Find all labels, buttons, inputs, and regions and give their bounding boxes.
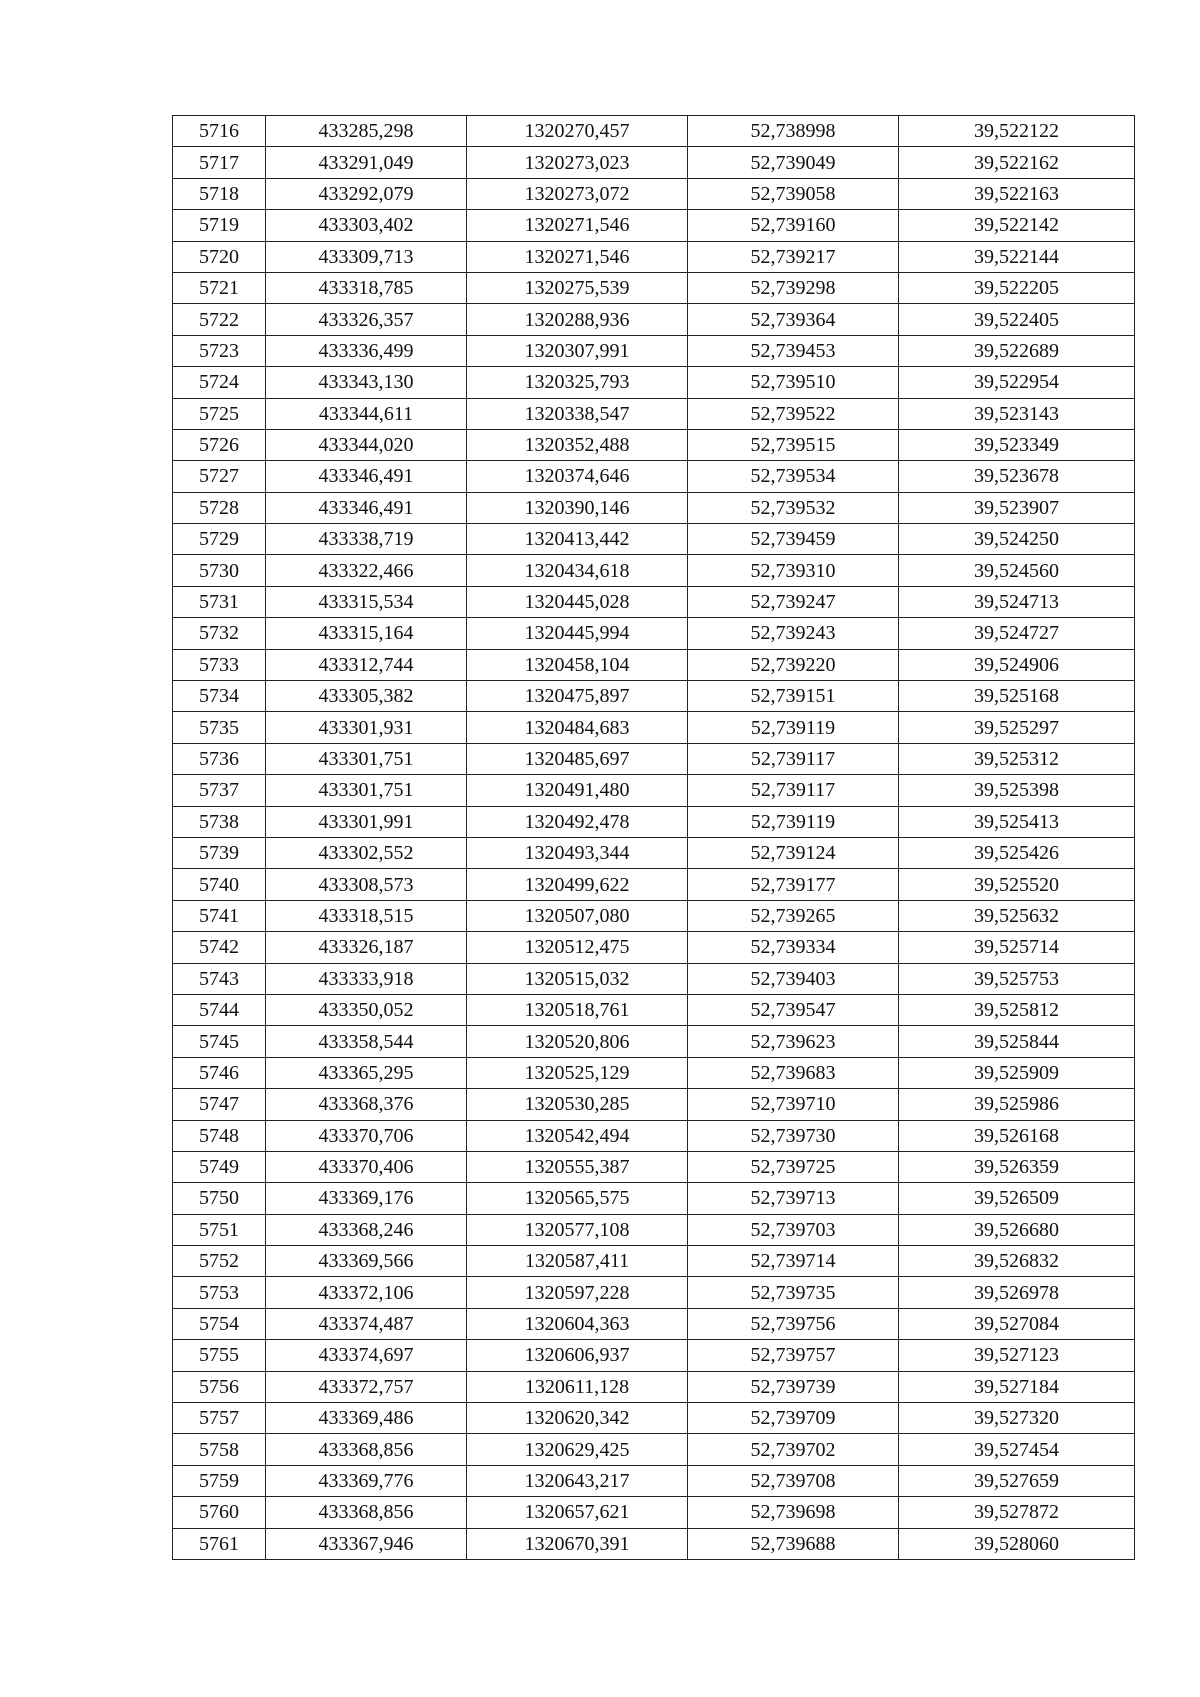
longitude-cell: 39,525753	[899, 963, 1135, 994]
point-number-cell: 5736	[173, 743, 266, 774]
y-coordinate-cell: 1320518,761	[467, 994, 688, 1025]
table-row	[173, 869, 1135, 900]
latitude-cell: 52,739119	[688, 806, 899, 837]
table-row	[173, 555, 1135, 586]
latitude-cell: 52,739714	[688, 1246, 899, 1277]
table-row	[173, 775, 1135, 806]
latitude-cell: 52,739403	[688, 963, 899, 994]
x-coordinate-cell: 433291,049	[266, 147, 467, 178]
longitude-cell: 39,523678	[899, 461, 1135, 492]
x-coordinate-cell: 433368,856	[266, 1497, 467, 1528]
y-coordinate-cell: 1320657,621	[467, 1497, 688, 1528]
x-coordinate-cell: 433285,298	[266, 116, 467, 147]
y-coordinate-cell: 1320445,994	[467, 618, 688, 649]
x-coordinate-cell: 433312,744	[266, 649, 467, 680]
longitude-cell: 39,525844	[899, 1026, 1135, 1057]
table-row	[173, 743, 1135, 774]
x-coordinate-cell: 433318,515	[266, 900, 467, 931]
longitude-cell: 39,527184	[899, 1371, 1135, 1402]
table-row	[173, 712, 1135, 743]
point-number-cell: 5750	[173, 1183, 266, 1214]
longitude-cell: 39,524906	[899, 649, 1135, 680]
table-row	[173, 806, 1135, 837]
longitude-cell: 39,522142	[899, 210, 1135, 241]
point-number-cell: 5726	[173, 429, 266, 460]
latitude-cell: 52,739119	[688, 712, 899, 743]
y-coordinate-cell: 1320275,539	[467, 272, 688, 303]
x-coordinate-cell: 433350,052	[266, 994, 467, 1025]
y-coordinate-cell: 1320390,146	[467, 492, 688, 523]
point-number-cell: 5735	[173, 712, 266, 743]
x-coordinate-cell: 433292,079	[266, 178, 467, 209]
y-coordinate-cell: 1320374,646	[467, 461, 688, 492]
latitude-cell: 52,739703	[688, 1214, 899, 1245]
longitude-cell: 39,525986	[899, 1089, 1135, 1120]
point-number-cell: 5742	[173, 932, 266, 963]
x-coordinate-cell: 433338,719	[266, 524, 467, 555]
longitude-cell: 39,525426	[899, 837, 1135, 868]
latitude-cell: 52,739688	[688, 1528, 899, 1559]
point-number-cell: 5727	[173, 461, 266, 492]
longitude-cell: 39,527872	[899, 1497, 1135, 1528]
point-number-cell: 5725	[173, 398, 266, 429]
table-row	[173, 1246, 1135, 1277]
x-coordinate-cell: 433315,534	[266, 586, 467, 617]
table-row	[173, 398, 1135, 429]
y-coordinate-cell: 1320352,488	[467, 429, 688, 460]
table-row	[173, 1214, 1135, 1245]
y-coordinate-cell: 1320629,425	[467, 1434, 688, 1465]
y-coordinate-cell: 1320606,937	[467, 1340, 688, 1371]
latitude-cell: 52,739247	[688, 586, 899, 617]
point-number-cell: 5759	[173, 1465, 266, 1496]
x-coordinate-cell: 433370,406	[266, 1151, 467, 1182]
latitude-cell: 52,739124	[688, 837, 899, 868]
coordinates-table	[172, 115, 1135, 1560]
longitude-cell: 39,523907	[899, 492, 1135, 523]
latitude-cell: 52,739515	[688, 429, 899, 460]
point-number-cell: 5737	[173, 775, 266, 806]
latitude-cell: 52,739058	[688, 178, 899, 209]
longitude-cell: 39,522405	[899, 304, 1135, 335]
longitude-cell: 39,526832	[899, 1246, 1135, 1277]
latitude-cell: 52,739453	[688, 335, 899, 366]
latitude-cell: 52,739217	[688, 241, 899, 272]
latitude-cell: 52,739220	[688, 649, 899, 680]
y-coordinate-cell: 1320507,080	[467, 900, 688, 931]
table-row	[173, 1434, 1135, 1465]
y-coordinate-cell: 1320271,546	[467, 210, 688, 241]
longitude-cell: 39,528060	[899, 1528, 1135, 1559]
y-coordinate-cell: 1320565,575	[467, 1183, 688, 1214]
latitude-cell: 52,739756	[688, 1308, 899, 1339]
x-coordinate-cell: 433372,757	[266, 1371, 467, 1402]
point-number-cell: 5731	[173, 586, 266, 617]
x-coordinate-cell: 433318,785	[266, 272, 467, 303]
latitude-cell: 52,739713	[688, 1183, 899, 1214]
latitude-cell: 52,739739	[688, 1371, 899, 1402]
x-coordinate-cell: 433369,176	[266, 1183, 467, 1214]
x-coordinate-cell: 433302,552	[266, 837, 467, 868]
y-coordinate-cell: 1320515,032	[467, 963, 688, 994]
latitude-cell: 52,739334	[688, 932, 899, 963]
latitude-cell: 52,739698	[688, 1497, 899, 1528]
longitude-cell: 39,524560	[899, 555, 1135, 586]
x-coordinate-cell: 433369,566	[266, 1246, 467, 1277]
longitude-cell: 39,522162	[899, 147, 1135, 178]
table-row	[173, 116, 1135, 147]
x-coordinate-cell: 433370,706	[266, 1120, 467, 1151]
latitude-cell: 52,739702	[688, 1434, 899, 1465]
table-row	[173, 1183, 1135, 1214]
longitude-cell: 39,526359	[899, 1151, 1135, 1182]
latitude-cell: 52,739049	[688, 147, 899, 178]
latitude-cell: 52,739459	[688, 524, 899, 555]
point-number-cell: 5751	[173, 1214, 266, 1245]
x-coordinate-cell: 433346,491	[266, 461, 467, 492]
point-number-cell: 5734	[173, 681, 266, 712]
point-number-cell: 5724	[173, 367, 266, 398]
table-row	[173, 429, 1135, 460]
y-coordinate-cell: 1320670,391	[467, 1528, 688, 1559]
latitude-cell: 52,739735	[688, 1277, 899, 1308]
table-row	[173, 837, 1135, 868]
longitude-cell: 39,524250	[899, 524, 1135, 555]
point-number-cell: 5748	[173, 1120, 266, 1151]
latitude-cell: 52,739298	[688, 272, 899, 303]
x-coordinate-cell: 433301,751	[266, 743, 467, 774]
latitude-cell: 52,739547	[688, 994, 899, 1025]
point-number-cell: 5719	[173, 210, 266, 241]
latitude-cell: 52,739310	[688, 555, 899, 586]
table-row	[173, 1151, 1135, 1182]
y-coordinate-cell: 1320271,546	[467, 241, 688, 272]
longitude-cell: 39,522144	[899, 241, 1135, 272]
latitude-cell: 52,739117	[688, 743, 899, 774]
table-row	[173, 1308, 1135, 1339]
x-coordinate-cell: 433322,466	[266, 555, 467, 586]
latitude-cell: 52,738998	[688, 116, 899, 147]
x-coordinate-cell: 433309,713	[266, 241, 467, 272]
x-coordinate-cell: 433365,295	[266, 1057, 467, 1088]
longitude-cell: 39,527320	[899, 1403, 1135, 1434]
y-coordinate-cell: 1320493,344	[467, 837, 688, 868]
coordinates-table-body	[173, 116, 1135, 1560]
point-number-cell: 5716	[173, 116, 266, 147]
y-coordinate-cell: 1320288,936	[467, 304, 688, 335]
y-coordinate-cell: 1320434,618	[467, 555, 688, 586]
y-coordinate-cell: 1320307,991	[467, 335, 688, 366]
point-number-cell: 5733	[173, 649, 266, 680]
longitude-cell: 39,525312	[899, 743, 1135, 774]
y-coordinate-cell: 1320542,494	[467, 1120, 688, 1151]
point-number-cell: 5747	[173, 1089, 266, 1120]
point-number-cell: 5758	[173, 1434, 266, 1465]
latitude-cell: 52,739623	[688, 1026, 899, 1057]
point-number-cell: 5760	[173, 1497, 266, 1528]
y-coordinate-cell: 1320484,683	[467, 712, 688, 743]
longitude-cell: 39,526680	[899, 1214, 1135, 1245]
point-number-cell: 5745	[173, 1026, 266, 1057]
longitude-cell: 39,525714	[899, 932, 1135, 963]
latitude-cell: 52,739243	[688, 618, 899, 649]
latitude-cell: 52,739265	[688, 900, 899, 931]
x-coordinate-cell: 433372,106	[266, 1277, 467, 1308]
table-row	[173, 994, 1135, 1025]
point-number-cell: 5744	[173, 994, 266, 1025]
table-row	[173, 492, 1135, 523]
latitude-cell: 52,739730	[688, 1120, 899, 1151]
longitude-cell: 39,525398	[899, 775, 1135, 806]
point-number-cell: 5738	[173, 806, 266, 837]
longitude-cell: 39,527659	[899, 1465, 1135, 1496]
longitude-cell: 39,525812	[899, 994, 1135, 1025]
latitude-cell: 52,739725	[688, 1151, 899, 1182]
longitude-cell: 39,522205	[899, 272, 1135, 303]
y-coordinate-cell: 1320587,411	[467, 1246, 688, 1277]
longitude-cell: 39,522689	[899, 335, 1135, 366]
x-coordinate-cell: 433374,697	[266, 1340, 467, 1371]
x-coordinate-cell: 433344,611	[266, 398, 467, 429]
x-coordinate-cell: 433305,382	[266, 681, 467, 712]
latitude-cell: 52,739532	[688, 492, 899, 523]
table-row	[173, 1026, 1135, 1057]
table-row	[173, 1465, 1135, 1496]
point-number-cell: 5752	[173, 1246, 266, 1277]
y-coordinate-cell: 1320325,793	[467, 367, 688, 398]
table-row	[173, 272, 1135, 303]
latitude-cell: 52,739117	[688, 775, 899, 806]
x-coordinate-cell: 433343,130	[266, 367, 467, 398]
table-row	[173, 461, 1135, 492]
point-number-cell: 5728	[173, 492, 266, 523]
x-coordinate-cell: 433368,856	[266, 1434, 467, 1465]
x-coordinate-cell: 433301,751	[266, 775, 467, 806]
longitude-cell: 39,527454	[899, 1434, 1135, 1465]
point-number-cell: 5718	[173, 178, 266, 209]
point-number-cell: 5753	[173, 1277, 266, 1308]
table-row	[173, 524, 1135, 555]
y-coordinate-cell: 1320273,072	[467, 178, 688, 209]
table-row	[173, 649, 1135, 680]
y-coordinate-cell: 1320475,897	[467, 681, 688, 712]
x-coordinate-cell: 433368,246	[266, 1214, 467, 1245]
x-coordinate-cell: 433326,357	[266, 304, 467, 335]
table-row	[173, 1371, 1135, 1402]
table-row	[173, 932, 1135, 963]
longitude-cell: 39,522954	[899, 367, 1135, 398]
table-row	[173, 335, 1135, 366]
y-coordinate-cell: 1320620,342	[467, 1403, 688, 1434]
point-number-cell: 5739	[173, 837, 266, 868]
x-coordinate-cell: 433315,164	[266, 618, 467, 649]
table-row	[173, 210, 1135, 241]
y-coordinate-cell: 1320520,806	[467, 1026, 688, 1057]
x-coordinate-cell: 433308,573	[266, 869, 467, 900]
point-number-cell: 5729	[173, 524, 266, 555]
table-row	[173, 618, 1135, 649]
latitude-cell: 52,739534	[688, 461, 899, 492]
x-coordinate-cell: 433358,544	[266, 1026, 467, 1057]
longitude-cell: 39,525168	[899, 681, 1135, 712]
y-coordinate-cell: 1320270,457	[467, 116, 688, 147]
y-coordinate-cell: 1320458,104	[467, 649, 688, 680]
longitude-cell: 39,526168	[899, 1120, 1135, 1151]
latitude-cell: 52,739160	[688, 210, 899, 241]
y-coordinate-cell: 1320499,622	[467, 869, 688, 900]
latitude-cell: 52,739683	[688, 1057, 899, 1088]
longitude-cell: 39,524727	[899, 618, 1135, 649]
longitude-cell: 39,525413	[899, 806, 1135, 837]
table-row	[173, 1120, 1135, 1151]
x-coordinate-cell: 433368,376	[266, 1089, 467, 1120]
longitude-cell: 39,525297	[899, 712, 1135, 743]
point-number-cell: 5722	[173, 304, 266, 335]
table-row	[173, 1403, 1135, 1434]
point-number-cell: 5730	[173, 555, 266, 586]
y-coordinate-cell: 1320555,387	[467, 1151, 688, 1182]
point-number-cell: 5723	[173, 335, 266, 366]
latitude-cell: 52,739151	[688, 681, 899, 712]
point-number-cell: 5720	[173, 241, 266, 272]
longitude-cell: 39,525520	[899, 869, 1135, 900]
x-coordinate-cell: 433303,402	[266, 210, 467, 241]
point-number-cell: 5743	[173, 963, 266, 994]
longitude-cell: 39,527084	[899, 1308, 1135, 1339]
point-number-cell: 5740	[173, 869, 266, 900]
table-row	[173, 1528, 1135, 1559]
point-number-cell: 5761	[173, 1528, 266, 1559]
y-coordinate-cell: 1320611,128	[467, 1371, 688, 1402]
table-row	[173, 1340, 1135, 1371]
table-row	[173, 681, 1135, 712]
y-coordinate-cell: 1320577,108	[467, 1214, 688, 1245]
table-row	[173, 367, 1135, 398]
table-row	[173, 178, 1135, 209]
x-coordinate-cell: 433301,931	[266, 712, 467, 743]
longitude-cell: 39,525909	[899, 1057, 1135, 1088]
y-coordinate-cell: 1320491,480	[467, 775, 688, 806]
y-coordinate-cell: 1320597,228	[467, 1277, 688, 1308]
table-row	[173, 147, 1135, 178]
point-number-cell: 5717	[173, 147, 266, 178]
y-coordinate-cell: 1320492,478	[467, 806, 688, 837]
longitude-cell: 39,522163	[899, 178, 1135, 209]
latitude-cell: 52,739709	[688, 1403, 899, 1434]
latitude-cell: 52,739522	[688, 398, 899, 429]
point-number-cell: 5756	[173, 1371, 266, 1402]
x-coordinate-cell: 433344,020	[266, 429, 467, 460]
table-row	[173, 1089, 1135, 1120]
table-row	[173, 900, 1135, 931]
table-row	[173, 586, 1135, 617]
x-coordinate-cell: 433333,918	[266, 963, 467, 994]
longitude-cell: 39,526509	[899, 1183, 1135, 1214]
y-coordinate-cell: 1320643,217	[467, 1465, 688, 1496]
point-number-cell: 5721	[173, 272, 266, 303]
x-coordinate-cell: 433367,946	[266, 1528, 467, 1559]
y-coordinate-cell: 1320273,023	[467, 147, 688, 178]
point-number-cell: 5754	[173, 1308, 266, 1339]
longitude-cell: 39,523143	[899, 398, 1135, 429]
x-coordinate-cell: 433346,491	[266, 492, 467, 523]
point-number-cell: 5746	[173, 1057, 266, 1088]
point-number-cell: 5741	[173, 900, 266, 931]
longitude-cell: 39,526978	[899, 1277, 1135, 1308]
point-number-cell: 5749	[173, 1151, 266, 1182]
longitude-cell: 39,525632	[899, 900, 1135, 931]
y-coordinate-cell: 1320512,475	[467, 932, 688, 963]
y-coordinate-cell: 1320604,363	[467, 1308, 688, 1339]
x-coordinate-cell: 433374,487	[266, 1308, 467, 1339]
point-number-cell: 5755	[173, 1340, 266, 1371]
y-coordinate-cell: 1320525,129	[467, 1057, 688, 1088]
longitude-cell: 39,524713	[899, 586, 1135, 617]
table-row	[173, 963, 1135, 994]
y-coordinate-cell: 1320485,697	[467, 743, 688, 774]
table-row	[173, 1277, 1135, 1308]
longitude-cell: 39,522122	[899, 116, 1135, 147]
x-coordinate-cell: 433301,991	[266, 806, 467, 837]
latitude-cell: 52,739177	[688, 869, 899, 900]
table-row	[173, 241, 1135, 272]
latitude-cell: 52,739708	[688, 1465, 899, 1496]
x-coordinate-cell: 433369,486	[266, 1403, 467, 1434]
table-row	[173, 304, 1135, 335]
y-coordinate-cell: 1320338,547	[467, 398, 688, 429]
x-coordinate-cell: 433326,187	[266, 932, 467, 963]
table-row	[173, 1057, 1135, 1088]
y-coordinate-cell: 1320413,442	[467, 524, 688, 555]
table-row	[173, 1497, 1135, 1528]
x-coordinate-cell: 433336,499	[266, 335, 467, 366]
point-number-cell: 5732	[173, 618, 266, 649]
point-number-cell: 5757	[173, 1403, 266, 1434]
longitude-cell: 39,523349	[899, 429, 1135, 460]
longitude-cell: 39,527123	[899, 1340, 1135, 1371]
latitude-cell: 52,739757	[688, 1340, 899, 1371]
x-coordinate-cell: 433369,776	[266, 1465, 467, 1496]
y-coordinate-cell: 1320445,028	[467, 586, 688, 617]
y-coordinate-cell: 1320530,285	[467, 1089, 688, 1120]
latitude-cell: 52,739510	[688, 367, 899, 398]
latitude-cell: 52,739710	[688, 1089, 899, 1120]
latitude-cell: 52,739364	[688, 304, 899, 335]
